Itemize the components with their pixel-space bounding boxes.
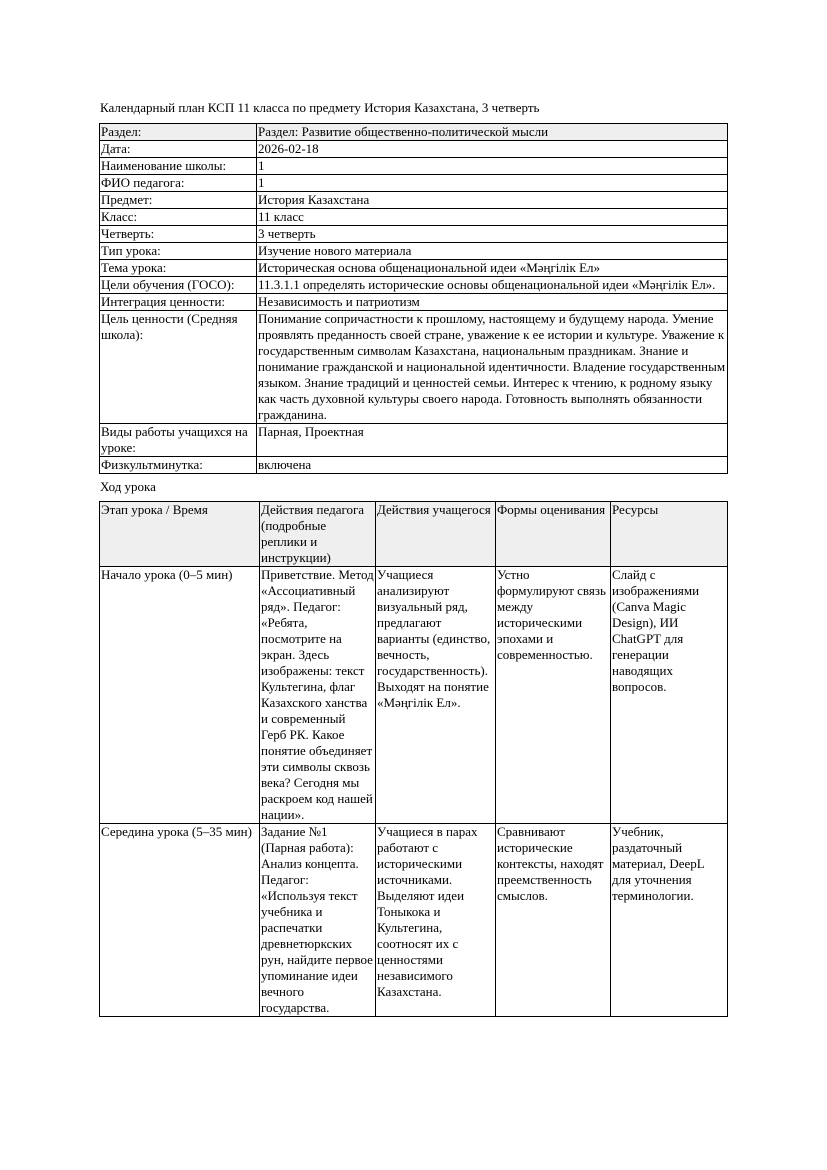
document-title: Календарный план КСП 11 класса по предмету История Казахстана, 3 четверть <box>100 100 540 115</box>
info-row-grade <box>100 209 728 226</box>
header-teacher-actions: Действия педагога (подробные реплики и инструкции) <box>260 502 376 567</box>
step-row-beginning <box>100 567 728 824</box>
info-value: Историческая основа общенациональной идеи «Мәңгілік Ел» <box>257 260 728 277</box>
info-value: Раздел: Развитие общественно-политической мысли <box>257 124 728 141</box>
info-value: Независимость и патриотизм <box>257 294 728 311</box>
info-label: ФИО педагога: <box>100 175 257 192</box>
info-value: 11 класс <box>257 209 728 226</box>
info-label: Четверть: <box>100 226 257 243</box>
step-stage: Середина урока (5–35 мин) <box>100 824 260 1017</box>
info-row-subject <box>100 192 728 209</box>
info-row-objectives <box>100 277 728 294</box>
header-resources: Ресурсы <box>611 502 728 567</box>
info-label: Предмет: <box>100 192 257 209</box>
info-row-date <box>100 141 728 158</box>
lesson-progress-heading: Ход урока <box>100 479 156 494</box>
info-label: Дата: <box>100 141 257 158</box>
header-stage: Этап урока / Время <box>100 502 260 567</box>
lesson-info-table <box>99 123 728 474</box>
step-row-middle <box>100 824 728 1017</box>
info-value: 11.3.1.1 определять исторические основы общенациональной идеи «Мәңгілік Ел». <box>257 277 728 294</box>
info-row-work-types <box>100 424 728 457</box>
info-value: История Казахстана <box>257 192 728 209</box>
step-assessment: Устно формулируют связь между историческими эпохами и современностью. <box>496 567 611 824</box>
step-resources: Слайд с изображениями (Canva Magic Design), ИИ ChatGPT для генерации наводящих вопросов. <box>611 567 728 824</box>
info-value: Парная, Проектная <box>257 424 728 457</box>
step-stage: Начало урока (0–5 мин) <box>100 567 260 824</box>
header-student-actions: Действия учащегося <box>376 502 496 567</box>
info-label: Виды работы учащихся на уроке: <box>100 424 257 457</box>
info-row-value-integration <box>100 294 728 311</box>
info-value: 3 четверть <box>257 226 728 243</box>
info-value: Понимание сопричастности к прошлому, настоящему и будущему народа. Умение проявлять преданность своей стране, уважение к ее истории и культуре. Уважение к государственным символам Казахстана, национальным праздникам. Знание и понимание гражданской и национальной идентичности. Владение государственным языком. Знание традиций и ценностей семьи. Интерес к чтению, к родному языку как часть духовной культуры своего народа. Готовность выполнять обязанности гражданина. <box>257 311 728 424</box>
info-row-section <box>100 124 728 141</box>
info-label: Тип урока: <box>100 243 257 260</box>
step-teacher-actions: Приветствие. Метод «Ассоциативный ряд». Педагог: «Ребята, посмотрите на экран. Здесь изображены: текст Культегина, флаг Казахского ханства и современный Герб РК. Какое понятие объединяет эти символы сквозь века? Сегодня мы раскроем код нашей нации». <box>261 567 374 822</box>
info-row-teacher <box>100 175 728 192</box>
step-teacher-actions: Задание №1 (Парная работа): Анализ концепта. Педагог: «Используя текст учебника и распечатки древнетюркских рун, найдите первое упоминание идеи вечного государства. <box>260 824 376 1017</box>
info-row-value-goal <box>100 311 728 424</box>
info-label: Наименование школы: <box>100 158 257 175</box>
info-row-lesson-type <box>100 243 728 260</box>
info-label: Тема урока: <box>100 260 257 277</box>
info-label: Интеграция ценности: <box>100 294 257 311</box>
steps-header-row <box>100 502 728 567</box>
info-value: 2026-02-18 <box>257 141 728 158</box>
info-label: Физкультминутка: <box>100 457 257 474</box>
step-student-actions: Учащиеся анализируют визуальный ряд, предлагают варианты (единство, вечность, государственность). Выходят на понятие «Мәңгілік Ел». <box>376 567 496 824</box>
info-row-exercise-break <box>100 457 728 474</box>
step-student-actions: Учащиеся в парах работают с историческими источниками. Выделяют идеи Тоныкока и Культегина, соотносят их с ценностями независимого Казахстана. <box>376 824 496 1017</box>
lesson-steps-table <box>99 501 728 1017</box>
info-value: 1 <box>257 158 728 175</box>
info-label: Класс: <box>100 209 257 226</box>
header-assessment: Формы оценивания <box>496 502 611 567</box>
info-label: Цель ценности (Средняя школа): <box>100 311 257 424</box>
step-assessment: Сравнивают исторические контексты, находят преемственность смыслов. <box>496 824 611 1017</box>
info-row-school <box>100 158 728 175</box>
info-row-topic <box>100 260 728 277</box>
step-resources: Учебник, раздаточный материал, DeepL для уточнения терминологии. <box>611 824 728 1017</box>
info-value: 1 <box>257 175 728 192</box>
info-value: включена <box>257 457 728 474</box>
info-label: Цели обучения (ГОСО): <box>100 277 257 294</box>
info-value: Изучение нового материала <box>257 243 728 260</box>
info-row-quarter <box>100 226 728 243</box>
info-label: Раздел: <box>100 124 257 141</box>
